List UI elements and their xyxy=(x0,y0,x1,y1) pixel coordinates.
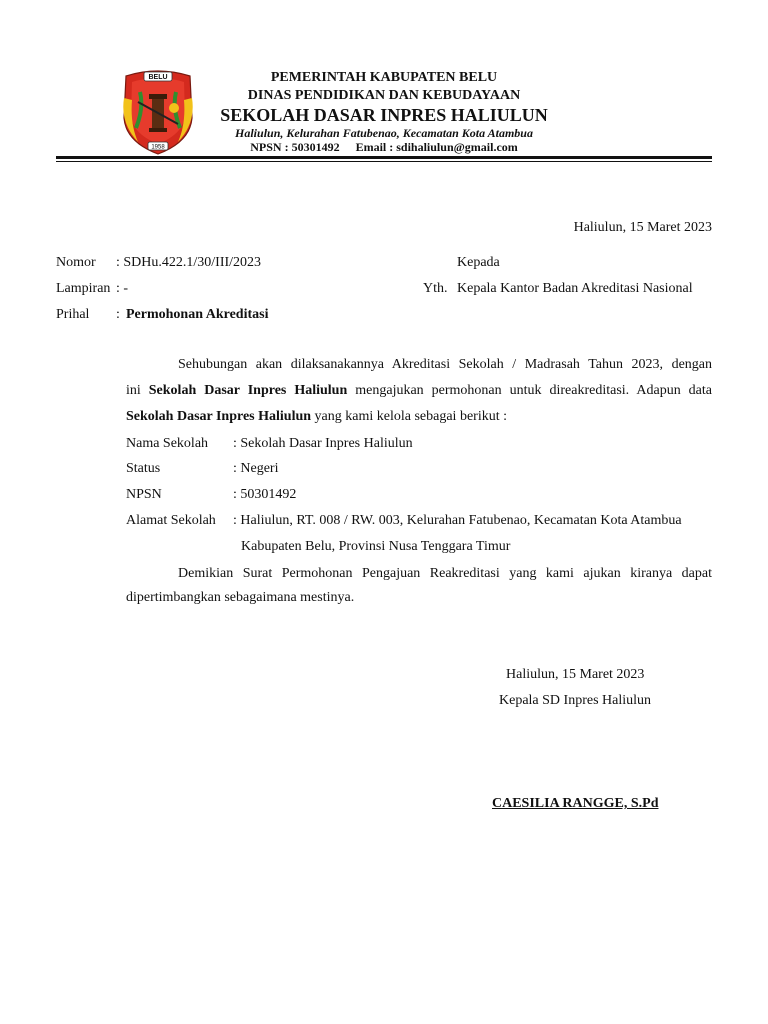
school-name-bold: Sekolah Dasar Inpres Haliulun xyxy=(126,409,312,424)
letterhead-school-name: SEKOLAH DASAR INPRES HALIULUN xyxy=(220,105,548,125)
letterhead-address: Haliulun, Kelurahan Fatubenao, Kecamatan Kota Atambua xyxy=(235,126,533,140)
recipient-kepada: Kepada xyxy=(457,255,500,270)
school-name-bold: Sekolah Dasar Inpres Haliulun xyxy=(148,383,348,398)
body-line xyxy=(126,378,712,404)
nomor-label: Nomor xyxy=(56,255,96,270)
detail-value-alamat-cont: Kabupaten Belu, Provinsi Nusa Tenggara Timur xyxy=(241,539,511,554)
body-line xyxy=(126,561,712,587)
body-text: ini xyxy=(126,383,141,398)
lampiran-label: Lampiran xyxy=(56,281,111,296)
detail-value-nama: : Sekolah Dasar Inpres Haliulun xyxy=(233,436,413,451)
signature-title: Kepala SD Inpres Haliulun xyxy=(499,693,652,708)
body-text: yang kami kelola sebagai berikut : xyxy=(314,409,507,424)
body-paragraph-1 xyxy=(126,352,712,430)
letter-date: Haliulun, 15 Maret 2023 xyxy=(573,220,712,235)
letterhead-rule-thick xyxy=(56,156,712,159)
lampiran-value: : - xyxy=(116,281,129,296)
body-line xyxy=(126,404,712,430)
letterhead-department: DINAS PENDIDIKAN DAN KEBUDAYAAN xyxy=(247,88,521,103)
letterhead-government: PEMERINTAH KABUPATEN BELU xyxy=(270,70,498,85)
prihal-label: Prihal xyxy=(56,307,90,322)
body-paragraph-2 xyxy=(126,561,712,587)
body-text: dipertimbangkan sebagaimana mestinya. xyxy=(126,590,355,605)
body-line xyxy=(126,352,712,378)
body-text: mengajukan permohonan untuk direakreditasi. Adapun data xyxy=(355,383,713,398)
detail-label-alamat: Alamat Sekolah xyxy=(126,513,216,528)
letterhead-contact xyxy=(160,140,608,155)
body-text: Sehubungan akan dilaksanakannya Akreditasi Sekolah / Madrasah Tahun 2023, dengan xyxy=(178,357,712,372)
signature-name: CAESILIA RANGGE, S.Pd xyxy=(492,796,659,811)
prihal-colon: : xyxy=(116,307,120,322)
detail-value-npsn: : 50301492 xyxy=(233,487,297,502)
detail-label-npsn: NPSN xyxy=(126,487,162,502)
letterhead-rule-thin xyxy=(56,161,712,162)
detail-label-status: Status xyxy=(126,461,161,476)
logo-text-top: BELU xyxy=(148,74,168,81)
body-text: Demikian Surat Permohonan Pengajuan Reakreditasi yang kami ajukan kiranya dapat xyxy=(178,566,712,581)
nomor-value: : SDHu.422.1/30/III/2023 xyxy=(116,255,262,270)
detail-value-alamat: : Haliulun, RT. 008 / RW. 003, Kelurahan Fatubenao, Kecamatan Kota Atambua xyxy=(233,513,682,528)
recipient-name: Kepala Kantor Badan Akreditasi Nasional xyxy=(457,281,693,296)
letterhead-email: Email : sdihaliulun@gmail.com xyxy=(355,140,518,154)
logo-text-bottom: 1958 xyxy=(151,144,165,151)
detail-label-nama: Nama Sekolah xyxy=(126,436,209,451)
prihal-value: Permohonan Akreditasi xyxy=(126,307,269,322)
signature-date: Haliulun, 15 Maret 2023 xyxy=(506,667,645,682)
recipient-yth: Yth. xyxy=(423,281,448,296)
letterhead-npsn: NPSN : 50301492 xyxy=(250,140,340,154)
detail-value-status: : Negeri xyxy=(233,461,279,476)
